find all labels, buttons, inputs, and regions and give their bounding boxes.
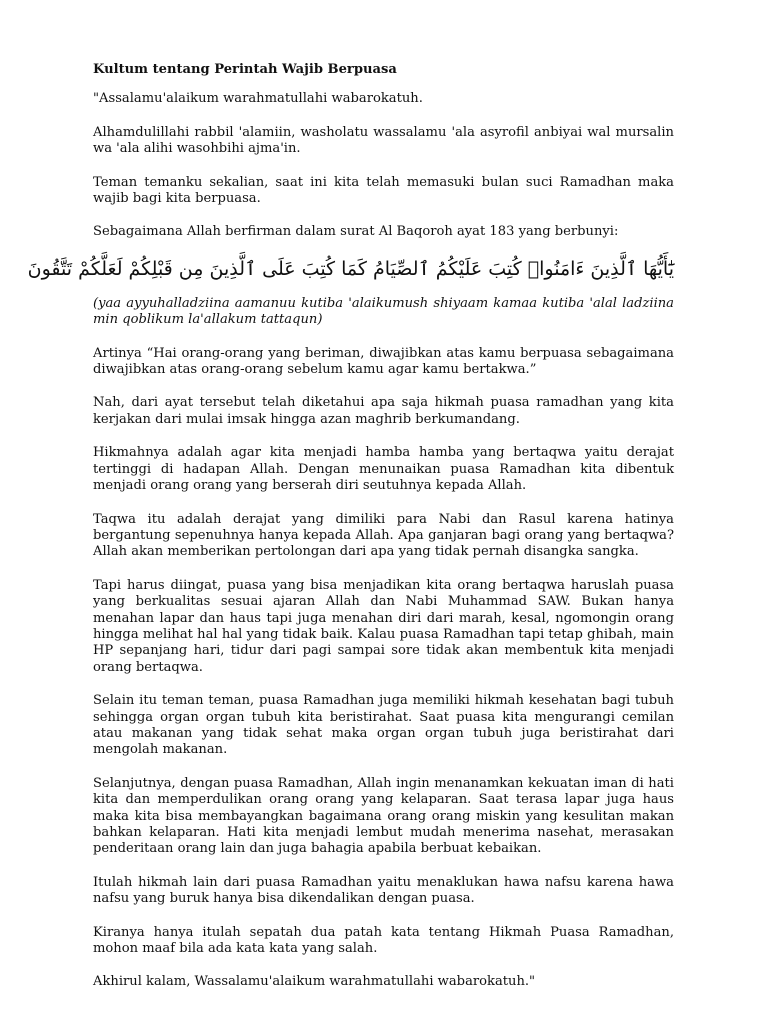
document-page — [27, 62, 674, 1008]
document-title: Kultum tentang Perintah Wajib Berpuasa — [93, 62, 397, 77]
body-paragraph: Kiranya hanya itulah sepatah dua patah kata tentang Hikmah Puasa Ramadhan, mohon maaf bila ada kata kata yang salah. — [93, 924, 674, 957]
verse-intro-paragraph: Sebagaimana Allah berfirman dalam surat Al Baqoroh ayat 183 yang berbunyi: — [93, 224, 619, 240]
meaning-paragraph: Artinya “Hai orang-orang yang beriman, diwajibkan atas kamu berpuasa sebagaimana diwajibkan atas orang-orang sebelum kamu agar kamu bertakwa.” — [93, 345, 674, 378]
closing-paragraph: Akhirul kalam, Wassalamu'alaikum warahmatullahi wabarokatuh." — [93, 974, 536, 990]
greeting-paragraph: "Assalamu'alaikum warahmatullahi wabarokatuh. — [93, 91, 423, 107]
body-paragraph: Selain itu teman teman, puasa Ramadhan juga memiliki hikmah kesehatan bagi tubuh sehingga organ organ tubuh kita beristirahat. Saat puasa kita mengurangi cemilan atau makanan yang tidak sehat maka organ organ tubuh juga beristirahat dari mengolah makanan. — [93, 693, 674, 758]
body-paragraph: Taqwa itu adalah derajat yang dimiliki para Nabi dan Rasul karena hatinya bergantung sepenuhnya hanya kepada Allah. Apa ganjaran bagi orang yang bertaqwa? Allah akan memberikan pertolongan dari apa yang tidak pernah disangka sangka. — [93, 511, 674, 560]
body-paragraph: Hikmahnya adalah agar kita menjadi hamba hamba yang bertaqwa yaitu derajat tertinggi di hadapan Allah. Dengan menunaikan puasa Ramadhan kita dibentuk menjadi orang orang yang berserah diri seutuhnya kepada Allah. — [93, 445, 674, 494]
body-paragraph: Itulah hikmah lain dari puasa Ramadhan yaitu menaklukan hawa nafsu karena hawa nafsu yang buruk hanya bisa dikendalikan dengan puasa. — [93, 874, 674, 907]
intro-paragraph: Teman temanku sekalian, saat ini kita telah memasuki bulan suci Ramadhan maka wajib bagi kita berpuasa. — [93, 174, 674, 207]
body-paragraph: Nah, dari ayat tersebut telah diketahui apa saja hikmah puasa ramadhan yang kita kerjakan dari mulai imsak hingga azan maghrib berkumandang. — [93, 395, 674, 427]
body-paragraph: Tapi harus diingat, puasa yang bisa menjadikan kita orang bertaqwa haruslah puasa yang berkualitas sesuai ajaran Allah dan Nabi Muhammad SAW. Bukan hanya menahan lapar dan haus tapi juga menahan diri dari marah, kesal, ngomongin orang hingga melihat hal hal yang tidak baik. Kalau puasa Ramadhan tapi tetap ghibah, main HP sepanjang hari, tidur dari pagi sampai sore tidak akan membentuk kita menjadi orang bertaqwa. — [93, 577, 674, 675]
opening-paragraph: Alhamdulillahi rabbil 'alamiin, washolatu wassalamu 'ala asyrofil anbiyai wal mursalin wa 'ala alihi wasohbihi ajma'in. — [93, 124, 674, 157]
arabic-verse: يَٰٓأَيُّهَا ٱلَّذِينَ ءَامَنُوا۟ كُتِبَ عَلَيْكُمُ ٱلصِّيَامُ كَمَا كُتِبَ عَلَى ٱلَّذِينَ مِن قَبْلِكُمْ لَعَلَّكُمْ تَتَّقُونَ — [27, 257, 674, 280]
transliteration-paragraph: (yaa ayyuhalladziina aamanuu kutiba 'alaikumush shiyaam kamaa kutiba 'alal ladziina min qoblikum la'allakum tattaqun) — [93, 295, 674, 328]
body-paragraph: Selanjutnya, dengan puasa Ramadhan, Allah ingin menanamkan kekuatan iman di hati kita dan memperdulikan orang orang yang kelaparan. Saat terasa lapar juga haus maka kita bisa membayangkan bagaimana orang orang miskin yang kesulitan makan bahkan kelaparan. Hati kita menjadi lembut mudah menerima nasehat, merasakan penderitaan orang lain dan juga bahagia apabila berbuat kebaikan. — [93, 775, 674, 857]
